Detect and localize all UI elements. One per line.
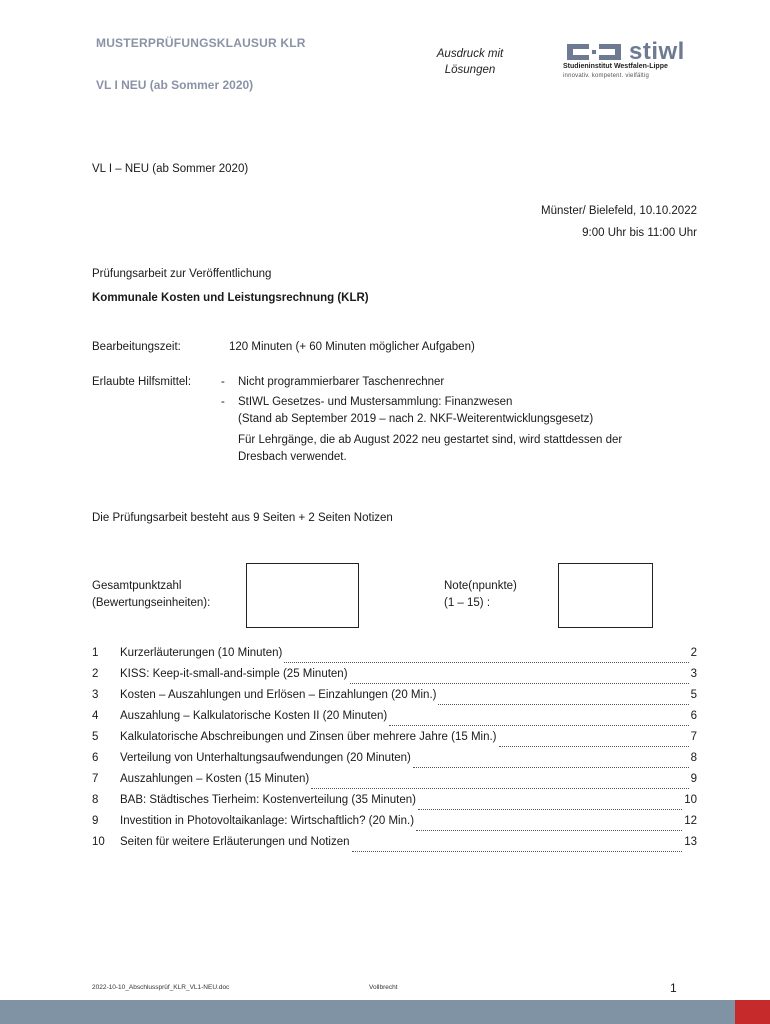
print-note-line2: Lösungen [444, 64, 496, 76]
stiwl-logo [563, 38, 688, 86]
logo-tagline: innovativ. kompetent. vielfältig [563, 73, 649, 79]
toc-title: Kurzerläuterungen (10 Minuten) [120, 647, 283, 659]
toc-page: 2 [690, 647, 697, 659]
total-points-label-line1: Gesamtpunktzahl [92, 580, 182, 592]
duration-label: Bearbeitungszeit: [92, 341, 181, 353]
toc-title: Auszahlungen – Kosten (15 Minuten) [120, 773, 310, 785]
toc-entry[interactable] [92, 836, 697, 857]
toc-leader [389, 724, 688, 726]
aid-2-note: (Stand ab September 2019 – nach 2. NKF-Weiterentwicklungsgesetz) [238, 413, 594, 425]
toc-number: 5 [92, 731, 99, 743]
toc-title: BAB: Städtisches Tierheim: Kostenverteilung (35 Minuten) [120, 794, 416, 806]
toc-entry[interactable] [92, 731, 697, 752]
toc-leader [284, 661, 688, 663]
print-note-line1: Ausdruck mit [436, 48, 504, 60]
toc-number: 10 [92, 836, 105, 848]
toc-page: 13 [684, 836, 697, 848]
toc-entry[interactable] [92, 773, 697, 794]
toc-entry[interactable] [92, 689, 697, 710]
toc-page: 8 [690, 752, 697, 764]
toc-title: Verteilung von Unterhaltungsaufwendungen (20 Minuten) [120, 752, 411, 764]
toc-leader [416, 829, 682, 831]
exam-time: 9:00 Uhr bis 11:00 Uhr [582, 227, 697, 239]
total-points-label-line2: (Bewertungseinheiten): [92, 597, 211, 609]
toc-page: 12 [684, 815, 697, 827]
grade-label-line1: Note(npunkte) [444, 580, 517, 592]
exam-title: Kommunale Kosten und Leistungsrechnung (KLR) [92, 292, 369, 304]
toc-entry[interactable] [92, 647, 697, 668]
footer-filename: 2022-10-10_Abschlussprüf_KLR_VL1-NEU.doc [92, 984, 230, 991]
toc-leader [350, 682, 689, 684]
toc-title: KISS: Keep-it-small-and-simple (25 Minuten) [120, 668, 348, 680]
toc-entry[interactable] [92, 815, 697, 836]
toc-page: 7 [690, 731, 697, 743]
course-name: VL I – NEU (ab Sommer 2020) [92, 163, 249, 175]
toc-page: 6 [690, 710, 697, 722]
aid-2: StIWL Gesetzes- und Mustersammlung: Finanzwesen [238, 396, 513, 408]
toc-entry[interactable] [92, 710, 697, 731]
logo-institute-name: Studieninstitut Westfalen-Lippe [563, 63, 668, 70]
toc-title: Auszahlung – Kalkulatorische Kosten II (20 Minuten) [120, 710, 388, 722]
grade-box[interactable] [558, 563, 653, 628]
place-date: Münster/ Bielefeld, 10.10.2022 [541, 205, 697, 217]
aid-2-dash: - [221, 396, 225, 408]
pages-info: Die Prüfungsarbeit besteht aus 9 Seiten + 2 Seiten Notizen [92, 512, 393, 524]
toc-page: 10 [684, 794, 697, 806]
toc-leader [311, 787, 688, 789]
aid-1: Nicht programmierbarer Taschenrechner [238, 376, 445, 388]
toc-leader [499, 745, 689, 747]
toc-page: 9 [690, 773, 697, 785]
table-of-contents [92, 647, 697, 857]
toc-page: 5 [690, 689, 697, 701]
exam-header-subtitle: VL I NEU (ab Sommer 2020) [96, 78, 254, 92]
toc-number: 7 [92, 773, 99, 785]
toc-number: 4 [92, 710, 99, 722]
print-note [420, 46, 520, 78]
toc-number: 9 [92, 815, 99, 827]
toc-title: Kalkulatorische Abschreibungen und Zinsen über mehrere Jahre (15 Min.) [120, 731, 497, 743]
aid-1-dash: - [221, 376, 225, 388]
toc-entry[interactable] [92, 794, 697, 815]
toc-number: 2 [92, 668, 99, 680]
toc-number: 6 [92, 752, 99, 764]
toc-leader [438, 703, 688, 705]
footer-author: Vollbrecht [369, 984, 398, 991]
toc-title: Investition in Photovoltaikanlage: Wirtschaftlich? (20 Min.) [120, 815, 415, 827]
aids-label: Erlaubte Hilfsmittel: [92, 376, 192, 388]
logo-wordmark: stiwl [629, 38, 685, 65]
toc-number: 1 [92, 647, 99, 659]
total-points-box[interactable] [246, 563, 359, 628]
page-number: 1 [670, 981, 677, 995]
toc-entry[interactable] [92, 668, 697, 689]
toc-number: 3 [92, 689, 99, 701]
footer-bar [0, 1000, 735, 1024]
aid-3-line2: Dresbach verwendet. [238, 451, 347, 463]
toc-page: 3 [690, 668, 697, 680]
toc-title: Seiten für weitere Erläuterungen und Notizen [120, 836, 350, 848]
toc-leader [413, 766, 689, 768]
toc-leader [418, 808, 682, 810]
toc-number: 8 [92, 794, 99, 806]
exam-label: Prüfungsarbeit zur Veröffentlichung [92, 268, 272, 280]
grade-label-line2: (1 – 15) : [444, 597, 491, 609]
aid-3-line1: Für Lehrgänge, die ab August 2022 neu gestartet sind, wird stattdessen der [238, 434, 623, 446]
toc-entry[interactable] [92, 752, 697, 773]
toc-leader [352, 850, 683, 852]
logo-mark-icon [565, 42, 623, 62]
duration-value: 120 Minuten (+ 60 Minuten möglicher Aufgaben) [229, 341, 475, 353]
exam-header-title: MUSTERPRÜFUNGSKLAUSUR KLR [96, 36, 306, 50]
footer-accent [735, 1000, 770, 1024]
toc-title: Kosten – Auszahlungen und Erlösen – Einzahlungen (20 Min.) [120, 689, 437, 701]
